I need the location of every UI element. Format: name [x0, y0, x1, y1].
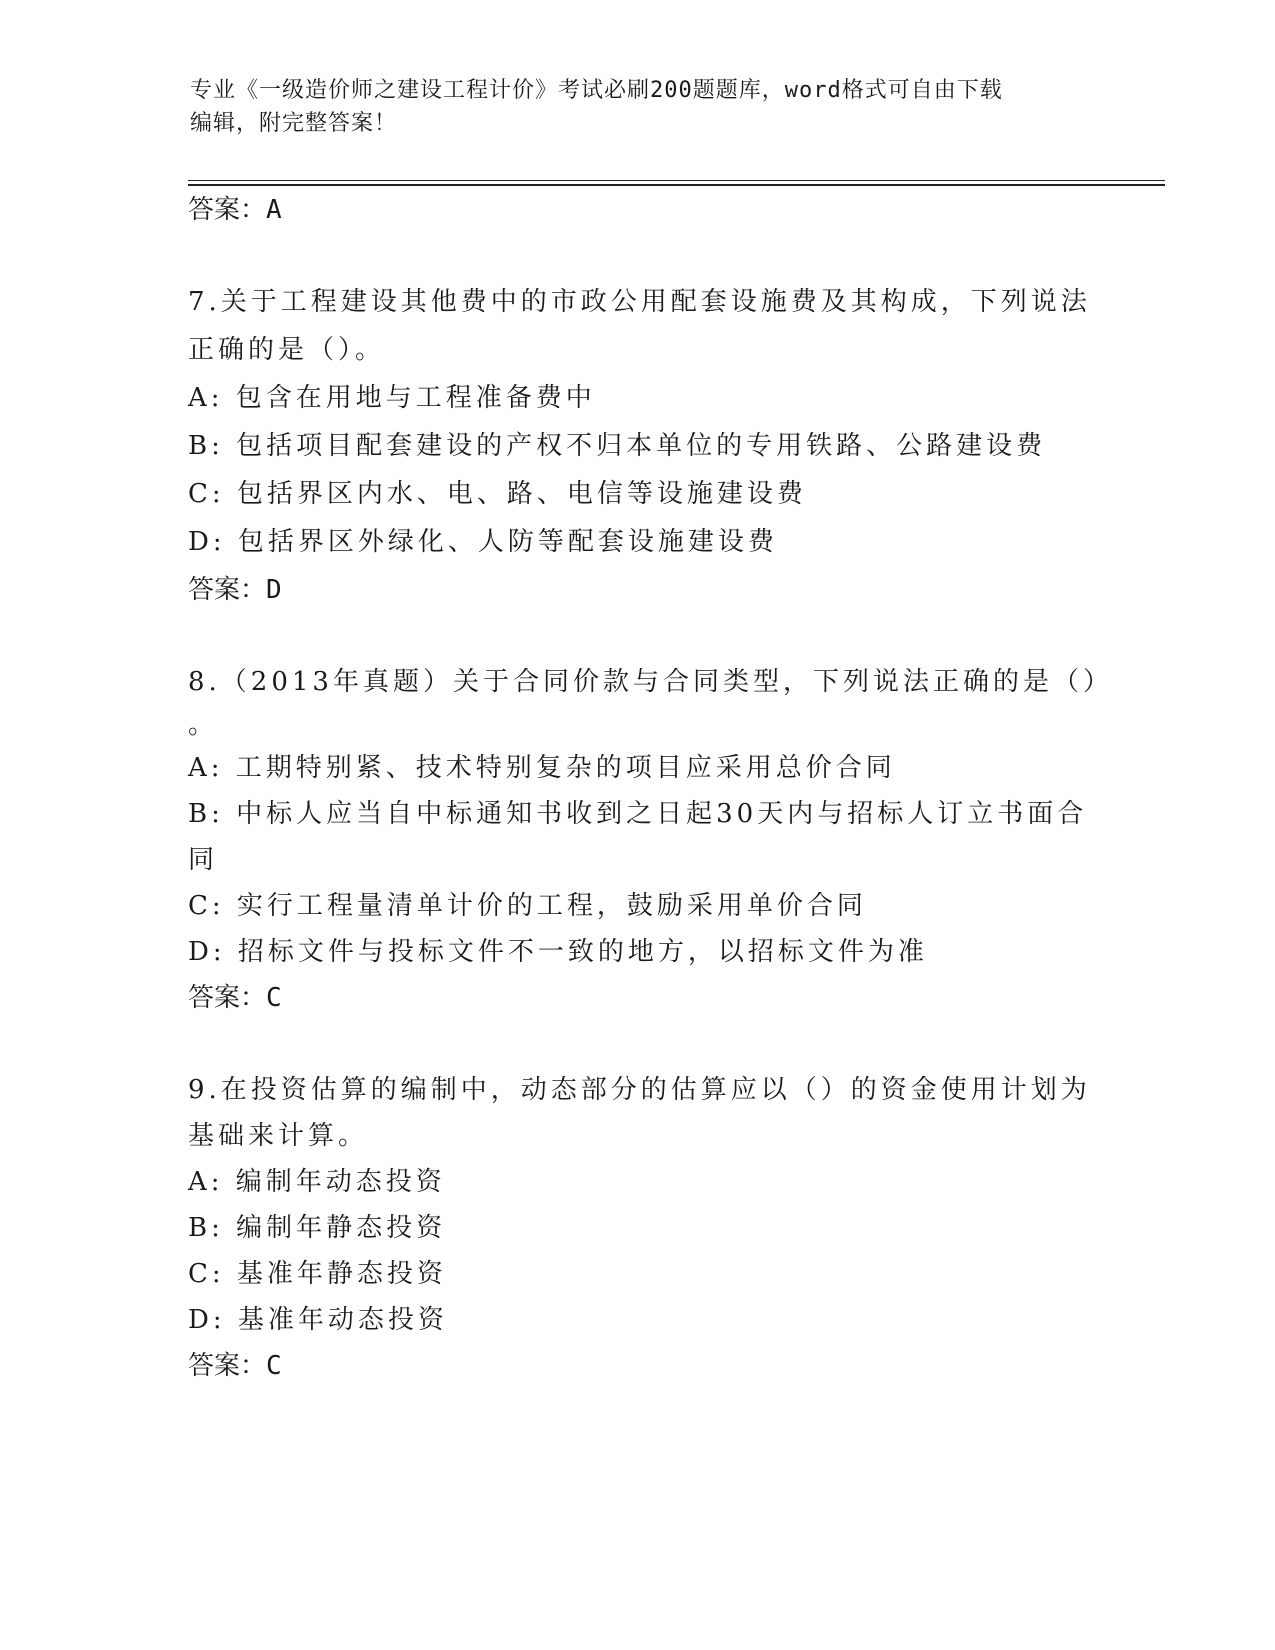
question-block — [188, 659, 1113, 1021]
question-stem: 7.关于工程建设其他费中的市政公用配套设施费及其构成，下列说法 — [188, 287, 1091, 317]
question-stem: 8.（2013年真题）关于合同价款与合同类型，下列说法正确的是（） — [188, 667, 1113, 697]
question-answer — [188, 1343, 1088, 1389]
answer-prefix: 答案： — [188, 195, 267, 225]
spacer — [188, 613, 1088, 659]
option-a: A: 工期特别紧、技术特别复杂的项目应采用总价合同 — [188, 753, 896, 783]
option-d: D: 招标文件与投标文件不一致的地方，以招标文件为准 — [188, 937, 928, 967]
answer-value: D — [266, 575, 282, 605]
question-stem: 基础来计算。 — [188, 1121, 369, 1151]
question-block — [188, 279, 1091, 613]
option-c: C: 实行工程量清单计价的工程，鼓励采用单价合同 — [188, 891, 867, 921]
document-header — [190, 74, 1090, 140]
spacer — [188, 1021, 1088, 1067]
option-c: C: 包括界区内水、电、路、电信等设施建设费 — [188, 479, 807, 509]
option-b-continued: 同 — [188, 845, 219, 875]
header-line-2: 编辑，附完整答案！ — [190, 111, 398, 136]
question-block — [188, 1067, 1091, 1389]
question-stem: 。 — [188, 710, 219, 740]
option-b: B: 编制年静态投资 — [188, 1213, 447, 1243]
option-b: B: 包括项目配套建设的产权不归本单位的专用铁路、公路建设费 — [188, 431, 1047, 461]
header-rule-thick — [188, 184, 1165, 186]
spacer — [188, 233, 1088, 279]
answer-value: C — [266, 1351, 282, 1381]
question-list — [188, 187, 1113, 1389]
answer-prefix: 答案： — [188, 1351, 267, 1381]
answer-value: A — [266, 195, 282, 225]
option-a: A: 编制年动态投资 — [188, 1167, 446, 1197]
option-c: C: 基准年静态投资 — [188, 1259, 447, 1289]
option-a: A: 包含在用地与工程准备费中 — [188, 383, 596, 413]
header-rule-thin — [188, 180, 1165, 181]
header-line-1: 专业《一级造价师之建设工程计价》考试必刷200题题库，word格式可自由下载 — [190, 78, 1003, 103]
answer-value: C — [266, 983, 282, 1013]
question-stem: 9.在投资估算的编制中，动态部分的估算应以（）的资金使用计划为 — [188, 1075, 1091, 1105]
option-d: D: 包括界区外绿化、人防等配套设施建设费 — [188, 527, 778, 557]
option-b: B: 中标人应当自中标通知书收到之日起30天内与招标人订立书面合 — [188, 799, 1088, 829]
answer-prefix: 答案： — [188, 983, 267, 1013]
question-answer — [188, 975, 1088, 1021]
question-stem: 正确的是（）。 — [188, 335, 386, 365]
answer-prefix: 答案： — [188, 575, 267, 605]
option-d: D: 基准年动态投资 — [188, 1305, 448, 1335]
question-answer — [188, 567, 1088, 613]
prev-answer — [188, 187, 1088, 233]
